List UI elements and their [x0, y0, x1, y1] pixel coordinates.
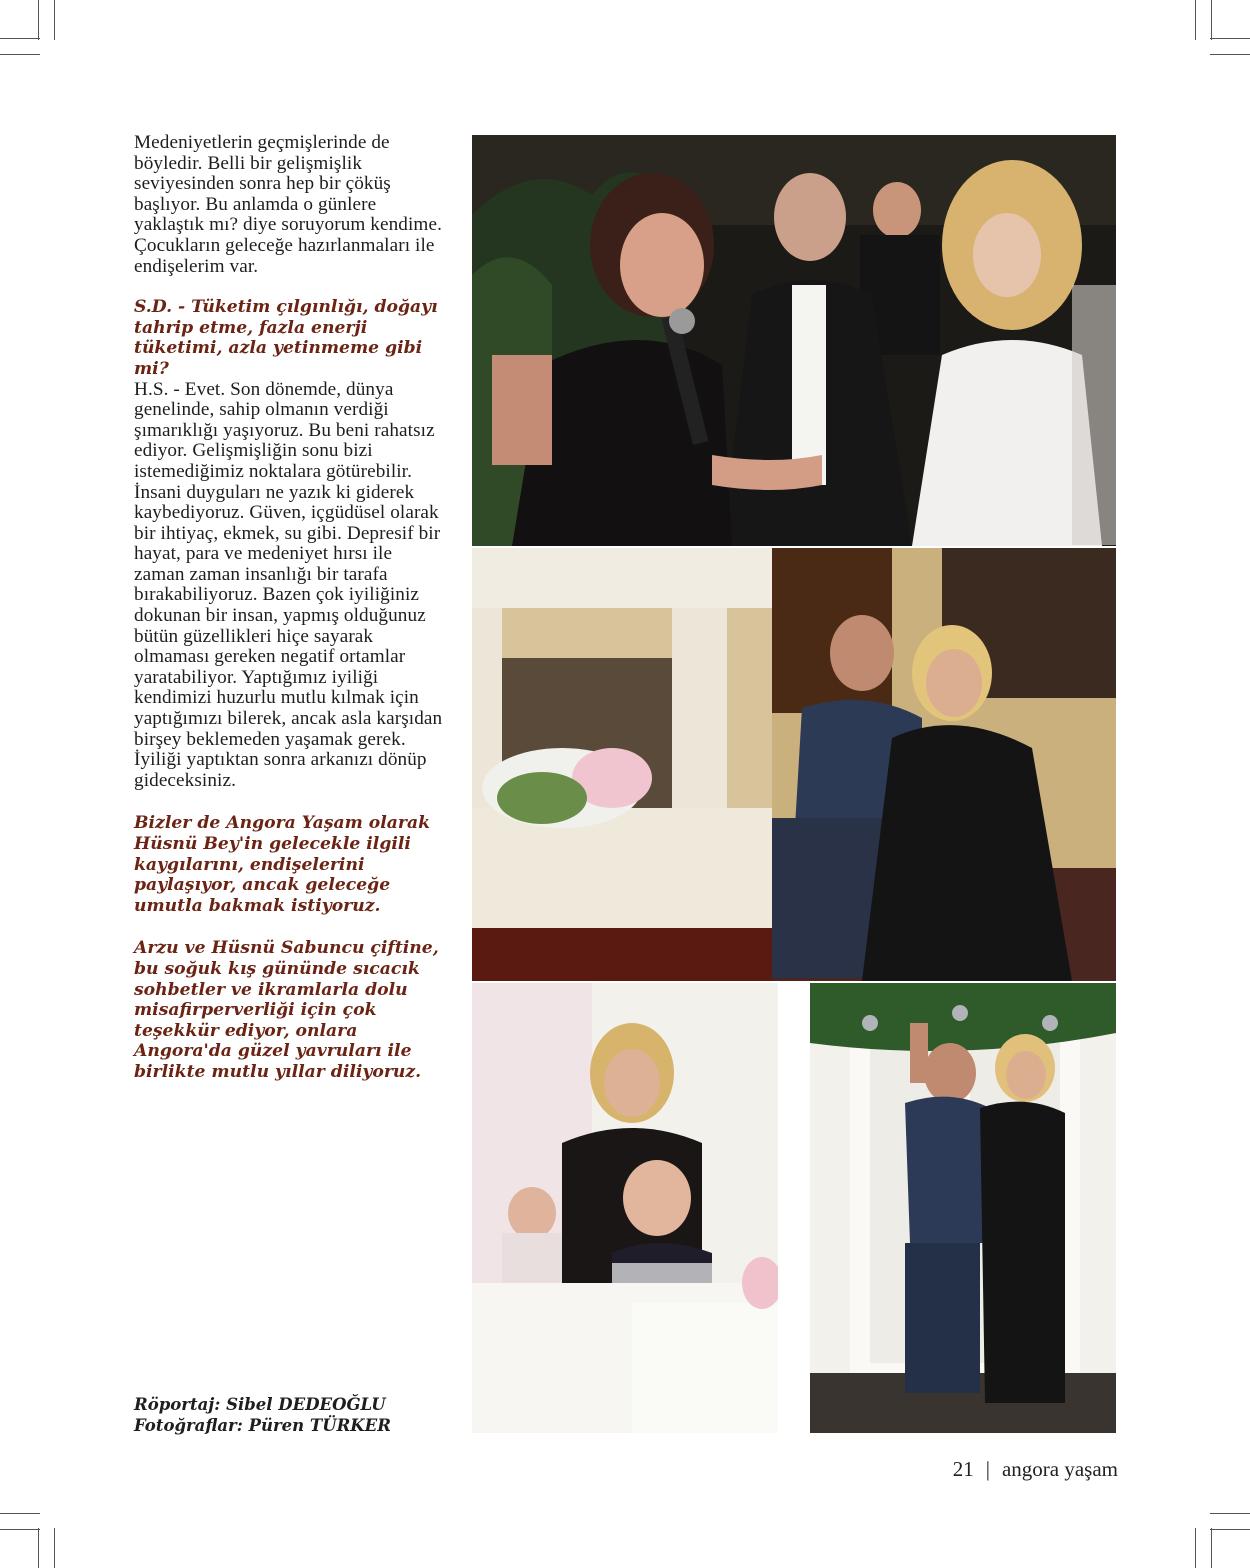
- interviewer-credit: Röportaj: Sibel DEDEOĞLU: [134, 1395, 386, 1414]
- wedding-photo: [472, 135, 1116, 546]
- page-footer: [953, 1457, 1118, 1482]
- crop-mark: [38, 0, 39, 40]
- interview-question: S.D. - Tüketim çılgınlığı, doğayı tahrip etme, fazla enerji tüketimi, azla yetinmeme gibi mi?: [134, 297, 438, 379]
- footer-separator: |: [985, 1457, 990, 1481]
- crop-mark: [0, 1529, 40, 1530]
- closing-paragraph: Bizler de Angora Yaşam olarak Hüsnü Bey'in gelecekle ilgili kaygılarını, endişelerini paylaşıyor, ancak geleceğe umutla bakmak istiyoruz.: [134, 813, 431, 916]
- credits: [134, 1394, 454, 1436]
- crop-mark: [1195, 0, 1196, 40]
- article-text-column: [134, 133, 444, 1083]
- crop-mark: [0, 1513, 40, 1514]
- interview-answer: H.S. - Evet. Son dönemde, dünya genelinde, sahip olmanın verdiği şımarıklığı yaşıyoruz. Bu beni rahatsız ediyor. Gelişmişliğin sonu bizi istemediğimiz noktalara götürebilir. İnsani duyguları ne yazık ki giderek kaybediyoruz. Güven, içgüdüsel olarak bir ihtiyaç, ekmek, su gibi. Depresif bir hayat, para ve medeniyet hırsı ile zaman zaman insanlığı bir tarafa bırakabiliyoruz. Bazen çok iyiliğiniz dokunan bir insan, yapmış olduğunuz bütün güzellikleri hiçe sayarak olmaması gereken negatif ortamlar yaratabiliyor. Yaptığımız iyiliği kendimizi huzurlu mutlu kılmak için yaptığımızı bilerek, ancak asla karşıdan birşey beklemeden yaşamak gerek. İyiliği yaptıktan sonra arkanızı dönüp gideceksiniz.: [134, 378, 443, 791]
- article-paragraph: Medeniyetlerin geçmişlerinde de böyledir. Belli bir gelişmişlik seviyesinden sonra hep bir çöküş başlıyor. Bu anlamda o günlere yaklaştık mı? diye soruyorum kendime. Çocukların geleceğe hazırlanmaları ile endişelerim var.: [134, 132, 442, 277]
- crop-mark: [0, 38, 40, 39]
- crop-mark: [1211, 1528, 1212, 1568]
- crop-mark: [54, 1528, 55, 1568]
- crop-mark: [1210, 1513, 1250, 1514]
- magazine-name: angora yaşam: [1001, 1457, 1118, 1481]
- mother-children-photo: [472, 983, 778, 1433]
- couple-door-photo: [810, 983, 1116, 1433]
- crop-mark: [1210, 1529, 1250, 1530]
- photographer-credit: Fotoğraflar: Püren TÜRKER: [134, 1416, 391, 1435]
- crop-mark: [38, 1528, 39, 1568]
- page-number: 21: [952, 1457, 974, 1481]
- crop-mark: [1210, 54, 1250, 55]
- crop-mark: [1195, 1528, 1196, 1568]
- crop-mark: [54, 0, 55, 40]
- crop-mark: [1210, 38, 1250, 39]
- crop-mark: [0, 54, 40, 55]
- couple-sofa-photo: [472, 548, 1116, 981]
- closing-paragraph: Arzu ve Hüsnü Sabuncu çiftine, bu soğuk kış gününde sıcacık sohbetler ve ikramlarla dolu misafirperverliği için çok teşekkür ediyor, onlara Angora'da güzel yavruları ile birlikte mutlu yıllar diliyoruz.: [134, 938, 439, 1082]
- crop-mark: [1211, 0, 1212, 40]
